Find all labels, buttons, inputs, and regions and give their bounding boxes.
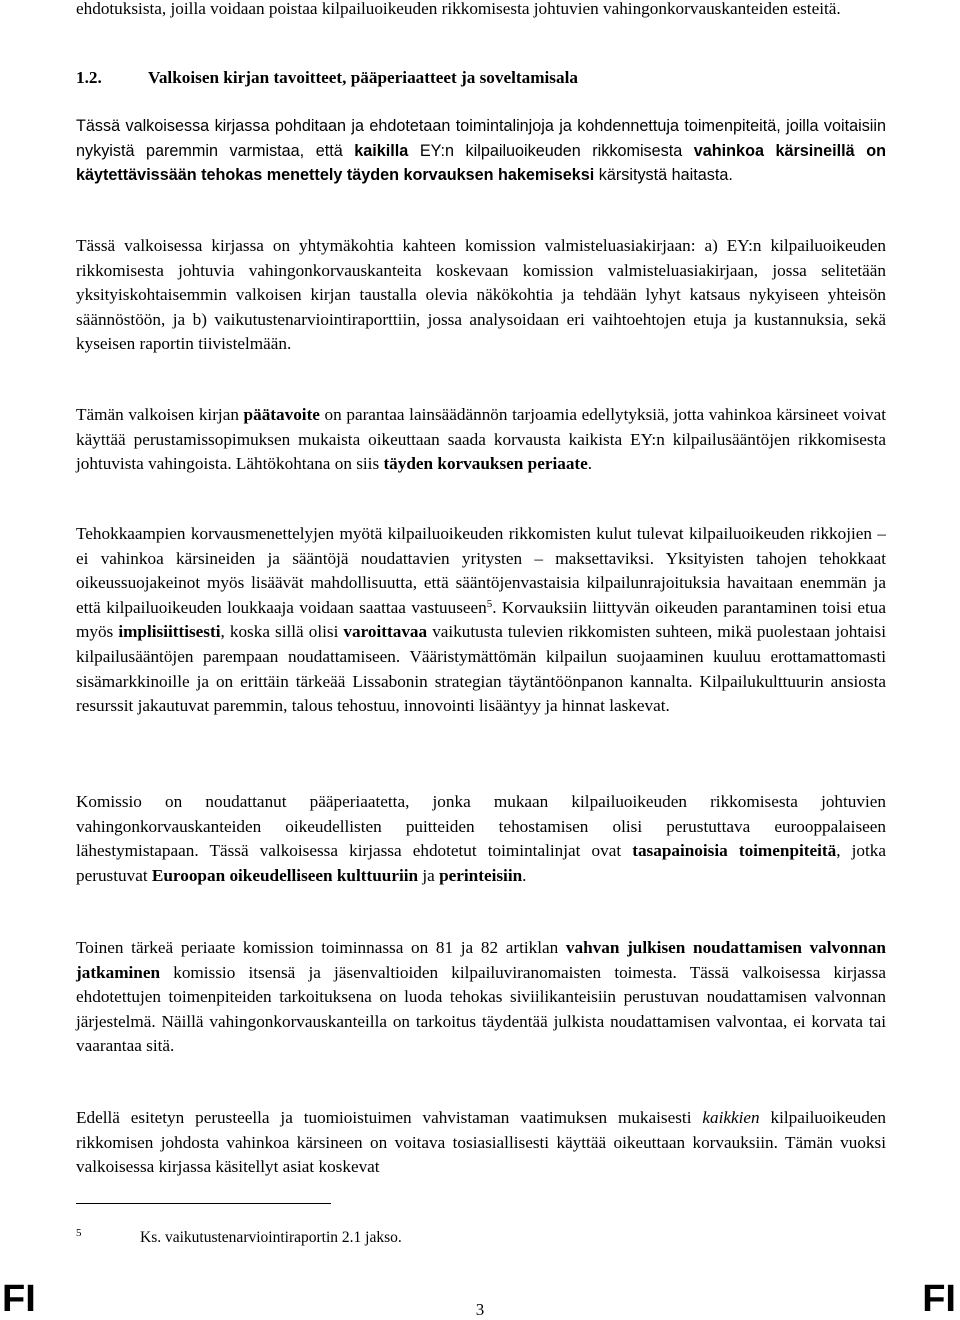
p4-text-4: vaikutusta tulevien rikkomisten suhteen, mikä puolestaan johtaisi kilpailusääntöjen parempaan noudattamiseen. Vääristymättömän kilpailun suojaaminen kuuluu erottamattomasti sisämarkkinoille ja on erittäin tärkeää Lissabonin strategian täytäntöönpanon kannalta. Kilpailukulttuurin ansiosta resurssit jakautuvat paremmin, talous tehostuu, innovointi lisääntyy ja hinnat laskevat. [76,622,886,716]
section-heading [76,68,886,88]
paragraph-main-objective [76,403,886,477]
p7-italic-1: kaikkien [702,1108,760,1127]
intro-text: ehdotuksista, joilla voidaan poistaa kilpailuoikeuden rikkomisesta johtuvien vahingonkorvauskanteiden esteitä. [76,0,841,18]
p5-text-4: . [522,865,527,885]
p6-text-2: komissio itsensä ja jäsenvaltioiden kilpailuviranomaisten toimesta. Tässä valkoisessa kirjassa ehdotettujen toimenpiteiden tarkoituksena on luoda tehokas siviilikanteisiin perustuvan noudattamisen valvonnan järjestelmä. Näillä vahingonkorvauskanteilla on tarkoitus täydentää julkista noudattamisen valvontaa, ei korvata tai vaarantaa sitä. [76,962,886,1056]
p1-bold-2: vahinkoa kärsineillä on käytettävissään tehokas menettely täyden korvauksen hakemiseksi [76,141,886,185]
p2-text: Tässä valkoisessa kirjassa on yhtymäkohtia kahteen komission valmisteluasiakirjaan: a) EY:n kilpailuoikeuden rikkomisesta johtuvia vahingonkorvauskanteita koskevaan komission valmisteluasiakirjaan, jossa selitetään yksityiskohtaisemmin valkoisen kirjan taustalla olevia näkökohtia ja tehdään lyhyt katsaus nykyiseen yhteisön säännöstöön, ja b) vaikutustenarviointiraporttiin, jossa analysoidaan eri vaihtoehtojen etuja ja kustannuksia, sekä kyseisen raportin tiivistelmään. [76,236,886,354]
p7-text-1: Edellä esitetyn perusteella ja tuomioistuimen vahvistaman vaatimuksen mukaisesti [76,1108,703,1127]
footnote-divider [76,1203,331,1204]
p3-bold-1: päätavoite [243,405,320,424]
p4-text-1: Tehokkaampien korvausmenettelyjen myötä kilpailuoikeuden rikkomisten kulut tulevat kilpailuoikeuden rikkojien – ei vahinkoa kärsineiden ja sääntöjä noudattavien yritysten – maksettaviksi. Yksityisten tahojen tehokkaat oikeussuojakeinot myös lisäävät mahdollisuutta, että sääntöjenvastaisia kilpailunrajoituksia havaitaan enemmän ja että kilpailuoikeuden loukkaaja voidaan saattaa vastuuseen [76,524,886,617]
p5-text-2: , jotka perustuvat [76,841,887,885]
p7-text-2: kilpailuoikeuden rikkomisen johdosta vahinkoa kärsineen on voitava tosiasiallisesti käyttää oikeuttaan korvauksiin. Tämän vuoksi valkoisessa kirjassa käsitellyt asiat koskevat [76,1108,887,1177]
p4-bold-2: varoittavaa [343,622,428,642]
p1-text-1: Tässä valkoisessa kirjassa pohditaan ja ehdotetaan toimintalinjoja ja kohdennettuja toimenpiteitä, joilla voitaisiin nykyistä paremmin varmistaa, että [76,117,886,160]
p1-bold-1: kaikilla [354,141,409,160]
paragraph-public-enforcement [76,936,886,1059]
p5-text-3: ja [418,865,440,885]
p5-bold-2: Euroopan oikeudelliseen kulttuuriin [151,865,419,885]
p6-text-1: Toinen tärkeä periaate komission toiminnassa on 81 ja 82 artiklan [76,938,566,957]
p3-text-3: . [587,454,593,474]
p4-text-2: . Korvauksiin liittyvän oikeuden parantaminen toisi etua myös [76,597,886,642]
paragraph-european-approach [76,790,886,888]
p5-text-1: Komissio on noudattanut pääperiaatetta, jonka mukaan kilpailuoikeuden rikkomisesta johtuvien vahingonkorvauskanteiden oikeudellisten puitteiden tehostamisen olisi perustuttava eurooppalaiseen lähestymistapaan. Tässä valkoisessa kirjassa ehdotetut toimintalinjat ovat [76,792,886,861]
p6-bold-1: vahvan julkisen noudattamisen valvonnan jatkaminen [76,938,886,982]
section-number: 1.2. [76,68,102,87]
p3-text-2: on parantaa lainsäädännön tarjoamia edellytyksiä, jotta vahinkoa kärsineet voivat käyttää perustamissopimuksen mukaista oikeuttaan saada korvausta kaikista EY:n kilpailusääntöjen rikkomisesta johtuvista vahingoista. Lähtökohtana on siis [76,405,886,474]
footnote-reference[interactable]: 5 [486,597,493,610]
page-number: 3 [475,1300,485,1319]
paragraph-conclusion [76,1106,886,1180]
p4-text-3: , koska sillä olisi [220,622,344,642]
p4-bold-1: implisiittisesti [118,622,221,642]
paragraph-benefits [76,522,886,719]
p5-bold-3: perinteisiin [439,865,523,885]
p5-bold-1: tasapainoisia toimenpiteitä [632,841,837,861]
p1-text-2: EY:n kilpailuoikeuden rikkomisesta [408,141,694,160]
p3-bold-2: täyden korvauksen periaate [383,454,588,474]
language-code-left: FI [2,1278,36,1320]
section-title: Valkoisen kirjan tavoitteet, pääperiaatteet ja soveltamisala [148,68,578,87]
intro-paragraph [76,0,886,22]
footnote-number: 5 [76,1227,82,1239]
p3-text-1: Tämän valkoisen kirjan [76,405,244,424]
language-code-right: FI [922,1278,956,1320]
footnote-text: Ks. vaikutustenarviointiraportin 2.1 jakso. [140,1229,402,1246]
p1-text-3: kärsitystä haitasta. [594,166,733,185]
paragraph-objective [76,114,886,188]
paragraph-related-documents [76,234,886,357]
